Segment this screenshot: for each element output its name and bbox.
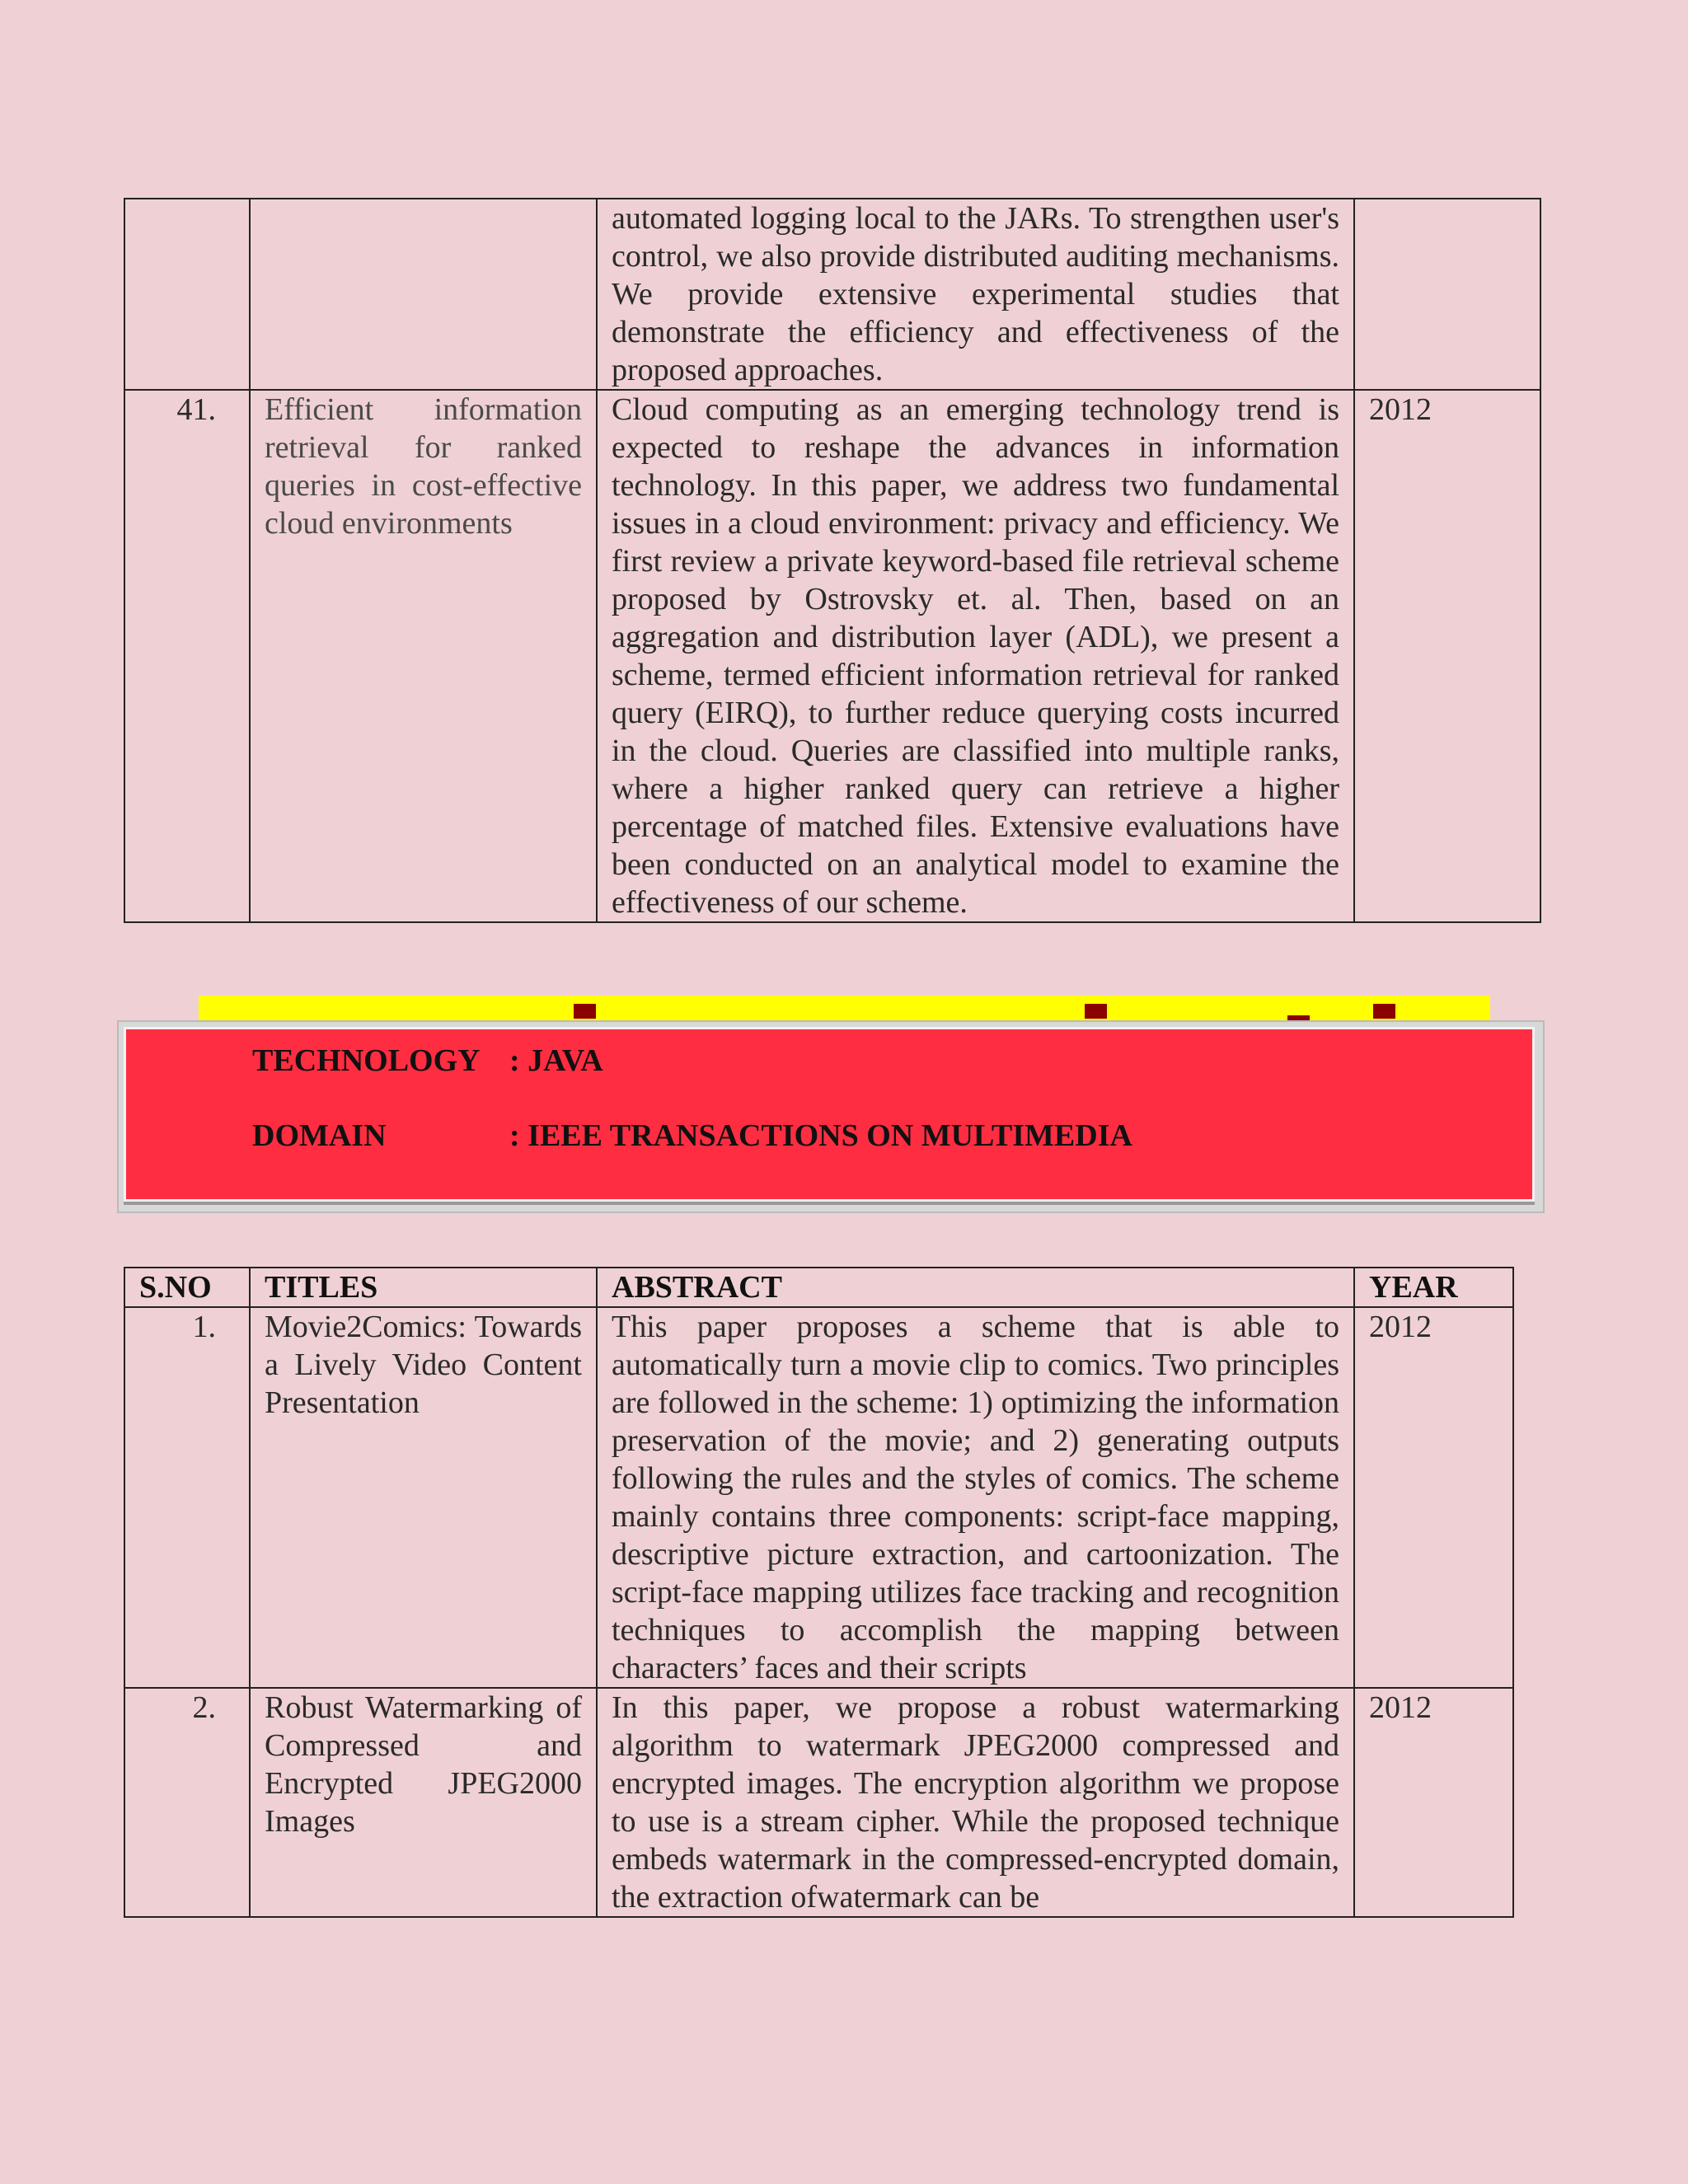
domain-line bbox=[252, 1118, 1132, 1154]
domain-value: : IEEE TRANSACTIONS ON MULTIMEDIA bbox=[509, 1118, 1132, 1153]
technology-value: : JAVA bbox=[509, 1043, 603, 1078]
header-year: YEAR bbox=[1354, 1268, 1513, 1307]
title-cell: Robust Watermarking of Compressed and Encrypted JPEG2000 Images bbox=[250, 1688, 597, 1917]
table-header-row bbox=[124, 1268, 1513, 1307]
serial-number-cell: 1. bbox=[124, 1307, 250, 1688]
year-cell bbox=[1354, 199, 1540, 390]
abstract-cell: Cloud computing as an emerging technology trend is expected to reshape the advances in information technology. In this paper, we address two fundamental issues in a cloud environment: privacy and efficiency. We first review a private keyword-based file retrieval scheme proposed by Ostrovsky et. al. Then, based on an aggregation and distribution layer (ADL), we present a scheme, termed efficient information retrieval for ranked query (EIRQ), to further reduce querying costs incurred in the cloud. Queries are classified into multiple ranks, where a higher ranked query can retrieve a higher percentage of matched files. Extensive evaluations have been conducted on an analytical model to examine the effectiveness of our scheme. bbox=[597, 390, 1354, 922]
domain-label: DOMAIN bbox=[252, 1118, 387, 1153]
year-cell: 2012 bbox=[1354, 1688, 1513, 1917]
abstract-table bbox=[124, 1267, 1514, 1918]
serial-number-cell: 41. bbox=[124, 390, 250, 922]
decorative-marker bbox=[1373, 1004, 1395, 1019]
abstract-cell: In this paper, we propose a robust watermarking algorithm to watermark JPEG2000 compressed and encrypted images. The encryption algorithm we propose to use is a stream cipher. While the proposed technique embeds watermark in the compressed-encrypted domain, the extraction ofwatermark can be bbox=[597, 1688, 1354, 1917]
table-row bbox=[124, 1307, 1513, 1688]
year-cell: 2012 bbox=[1354, 390, 1540, 922]
table-row bbox=[124, 1688, 1513, 1917]
abstract-cell: automated logging local to the JARs. To strengthen user's control, we also provide distributed auditing mechanisms. We provide extensive experimental studies that demonstrate the efficiency and effectiveness of the proposed approaches. bbox=[597, 199, 1354, 390]
abstract-table-continued bbox=[124, 198, 1541, 923]
serial-number-cell bbox=[124, 199, 250, 390]
title-cell: Efficient information retrieval for ranked queries in cost-effective cloud environments bbox=[250, 390, 597, 922]
title-cell bbox=[250, 199, 597, 390]
table-row bbox=[124, 390, 1540, 922]
header-titles: TITLES bbox=[250, 1268, 597, 1307]
section-banner bbox=[124, 1027, 1535, 1202]
serial-number-cell: 2. bbox=[124, 1688, 250, 1917]
technology-label: TECHNOLOGY bbox=[252, 1043, 481, 1078]
title-cell: Movie2Comics: Towards a Lively Video Content Presentation bbox=[250, 1307, 597, 1688]
header-sno: S.NO bbox=[124, 1268, 250, 1307]
abstract-cell: This paper proposes a scheme that is able to automatically turn a movie clip to comics. Two principles are followed in the scheme: 1) optimizing the information preservation of the movie; and 2) generating outputs following the rules and the styles of comics. The scheme mainly contains three components: script-face mapping, descriptive picture extraction, and cartoonization. The script-face mapping utilizes face tracking and recognition techniques to accomplish the mapping between characters’ faces and their scripts bbox=[597, 1307, 1354, 1688]
technology-line bbox=[252, 1043, 603, 1079]
decorative-marker bbox=[1085, 1004, 1107, 1019]
year-cell: 2012 bbox=[1354, 1307, 1513, 1688]
decorative-marker bbox=[574, 1004, 596, 1019]
header-abstract: ABSTRACT bbox=[597, 1268, 1354, 1307]
table-row bbox=[124, 199, 1540, 390]
